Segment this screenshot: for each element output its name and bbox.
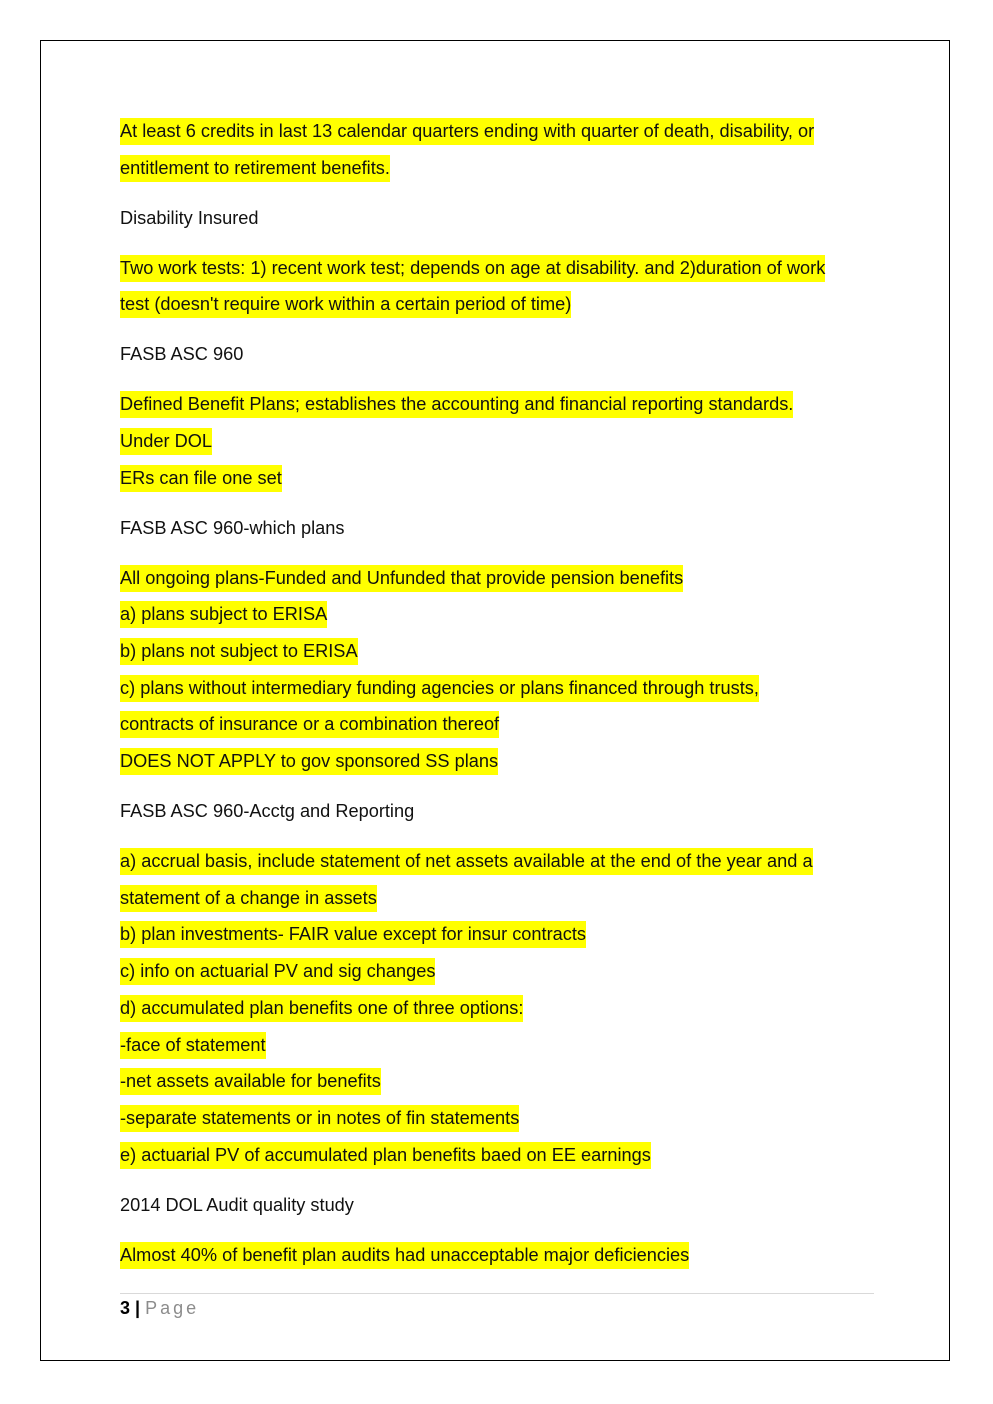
text-line xyxy=(120,633,880,670)
page-label: Page xyxy=(145,1298,200,1318)
highlighted-paragraph xyxy=(120,560,880,780)
paragraph-gap xyxy=(120,780,880,793)
highlighted-text: entitlement to retirement benefits. xyxy=(120,155,390,182)
highlighted-text: test (doesn't require work within a certain period of time) xyxy=(120,291,571,318)
highlighted-text: a) accrual basis, include statement of net assets available at the end of the year and a xyxy=(120,848,813,875)
term-heading xyxy=(120,1187,880,1224)
text-line xyxy=(120,843,880,880)
highlighted-text: Defined Benefit Plans; establishes the accounting and financial reporting standards. xyxy=(120,391,793,418)
text-line xyxy=(120,423,880,460)
paragraph-gap xyxy=(120,323,880,336)
text-line xyxy=(120,150,880,187)
text-line xyxy=(120,1237,880,1274)
paragraph-gap xyxy=(120,546,880,559)
text-line xyxy=(120,200,880,237)
text-line xyxy=(120,560,880,597)
highlighted-text: d) accumulated plan benefits one of three options: xyxy=(120,995,523,1022)
highlighted-paragraph xyxy=(120,1237,880,1274)
highlighted-text: contracts of insurance or a combination thereof xyxy=(120,711,499,738)
footer-rule xyxy=(120,1293,874,1294)
paragraph-gap xyxy=(120,373,880,386)
page-footer xyxy=(120,1296,199,1320)
text-line xyxy=(120,793,880,830)
text-line xyxy=(120,113,880,150)
highlighted-paragraph xyxy=(120,250,880,323)
term-heading xyxy=(120,200,880,237)
highlighted-text: Under DOL xyxy=(120,428,212,455)
text-line xyxy=(120,386,880,423)
highlighted-text: b) plan investments- FAIR value except for insur contracts xyxy=(120,921,586,948)
term-heading xyxy=(120,793,880,830)
text-line xyxy=(120,706,880,743)
highlighted-text: Two work tests: 1) recent work test; depends on age at disability. and 2)duration of work xyxy=(120,255,825,282)
text-line xyxy=(120,286,880,323)
text-line xyxy=(120,990,880,1027)
heading-text: Disability Insured xyxy=(120,207,259,228)
highlighted-paragraph xyxy=(120,386,880,496)
text-line xyxy=(120,336,880,373)
highlighted-text: e) actuarial PV of accumulated plan benefits baed on EE earnings xyxy=(120,1142,651,1169)
highlighted-text: b) plans not subject to ERISA xyxy=(120,638,358,665)
highlighted-text: At least 6 credits in last 13 calendar quarters ending with quarter of death, disability, or xyxy=(120,118,814,145)
text-line xyxy=(120,1100,880,1137)
paragraph-gap xyxy=(120,1223,880,1236)
text-line xyxy=(120,916,880,953)
text-line xyxy=(120,1027,880,1064)
heading-text: FASB ASC 960-Acctg and Reporting xyxy=(120,801,415,822)
highlighted-text: DOES NOT APPLY to gov sponsored SS plans xyxy=(120,748,498,775)
paragraph-gap xyxy=(120,496,880,509)
highlighted-paragraph xyxy=(120,113,880,186)
highlighted-text: a) plans subject to ERISA xyxy=(120,601,327,628)
text-line xyxy=(120,953,880,990)
text-line xyxy=(120,596,880,633)
highlighted-text: statement of a change in assets xyxy=(120,885,377,912)
term-heading xyxy=(120,510,880,547)
paragraph-gap xyxy=(120,830,880,843)
highlighted-text: c) info on actuarial PV and sig changes xyxy=(120,958,435,985)
highlighted-text: c) plans without intermediary funding agencies or plans financed through trusts, xyxy=(120,675,759,702)
text-line xyxy=(120,1137,880,1174)
text-line xyxy=(120,1187,880,1224)
paragraph-gap xyxy=(120,1173,880,1186)
highlighted-text: -separate statements or in notes of fin statements xyxy=(120,1105,519,1132)
heading-text: 2014 DOL Audit quality study xyxy=(120,1194,354,1215)
highlighted-paragraph xyxy=(120,843,880,1173)
highlighted-text: Almost 40% of benefit plan audits had unacceptable major deficiencies xyxy=(120,1242,689,1269)
text-line xyxy=(120,250,880,287)
page-separator: | xyxy=(135,1298,141,1318)
text-line xyxy=(120,460,880,497)
text-line xyxy=(120,880,880,917)
text-line xyxy=(120,743,880,780)
heading-text: FASB ASC 960-which plans xyxy=(120,517,345,538)
text-line xyxy=(120,1063,880,1100)
highlighted-text: -net assets available for benefits xyxy=(120,1068,381,1095)
paragraph-gap xyxy=(120,236,880,249)
highlighted-text: ERs can file one set xyxy=(120,465,282,492)
highlighted-text: -face of statement xyxy=(120,1032,266,1059)
paragraph-gap xyxy=(120,186,880,199)
text-line xyxy=(120,670,880,707)
term-heading xyxy=(120,336,880,373)
heading-text: FASB ASC 960 xyxy=(120,344,244,365)
highlighted-text: All ongoing plans-Funded and Unfunded that provide pension benefits xyxy=(120,565,683,592)
document-body xyxy=(120,113,880,1273)
page-number: 3 xyxy=(120,1298,131,1318)
text-line xyxy=(120,510,880,547)
